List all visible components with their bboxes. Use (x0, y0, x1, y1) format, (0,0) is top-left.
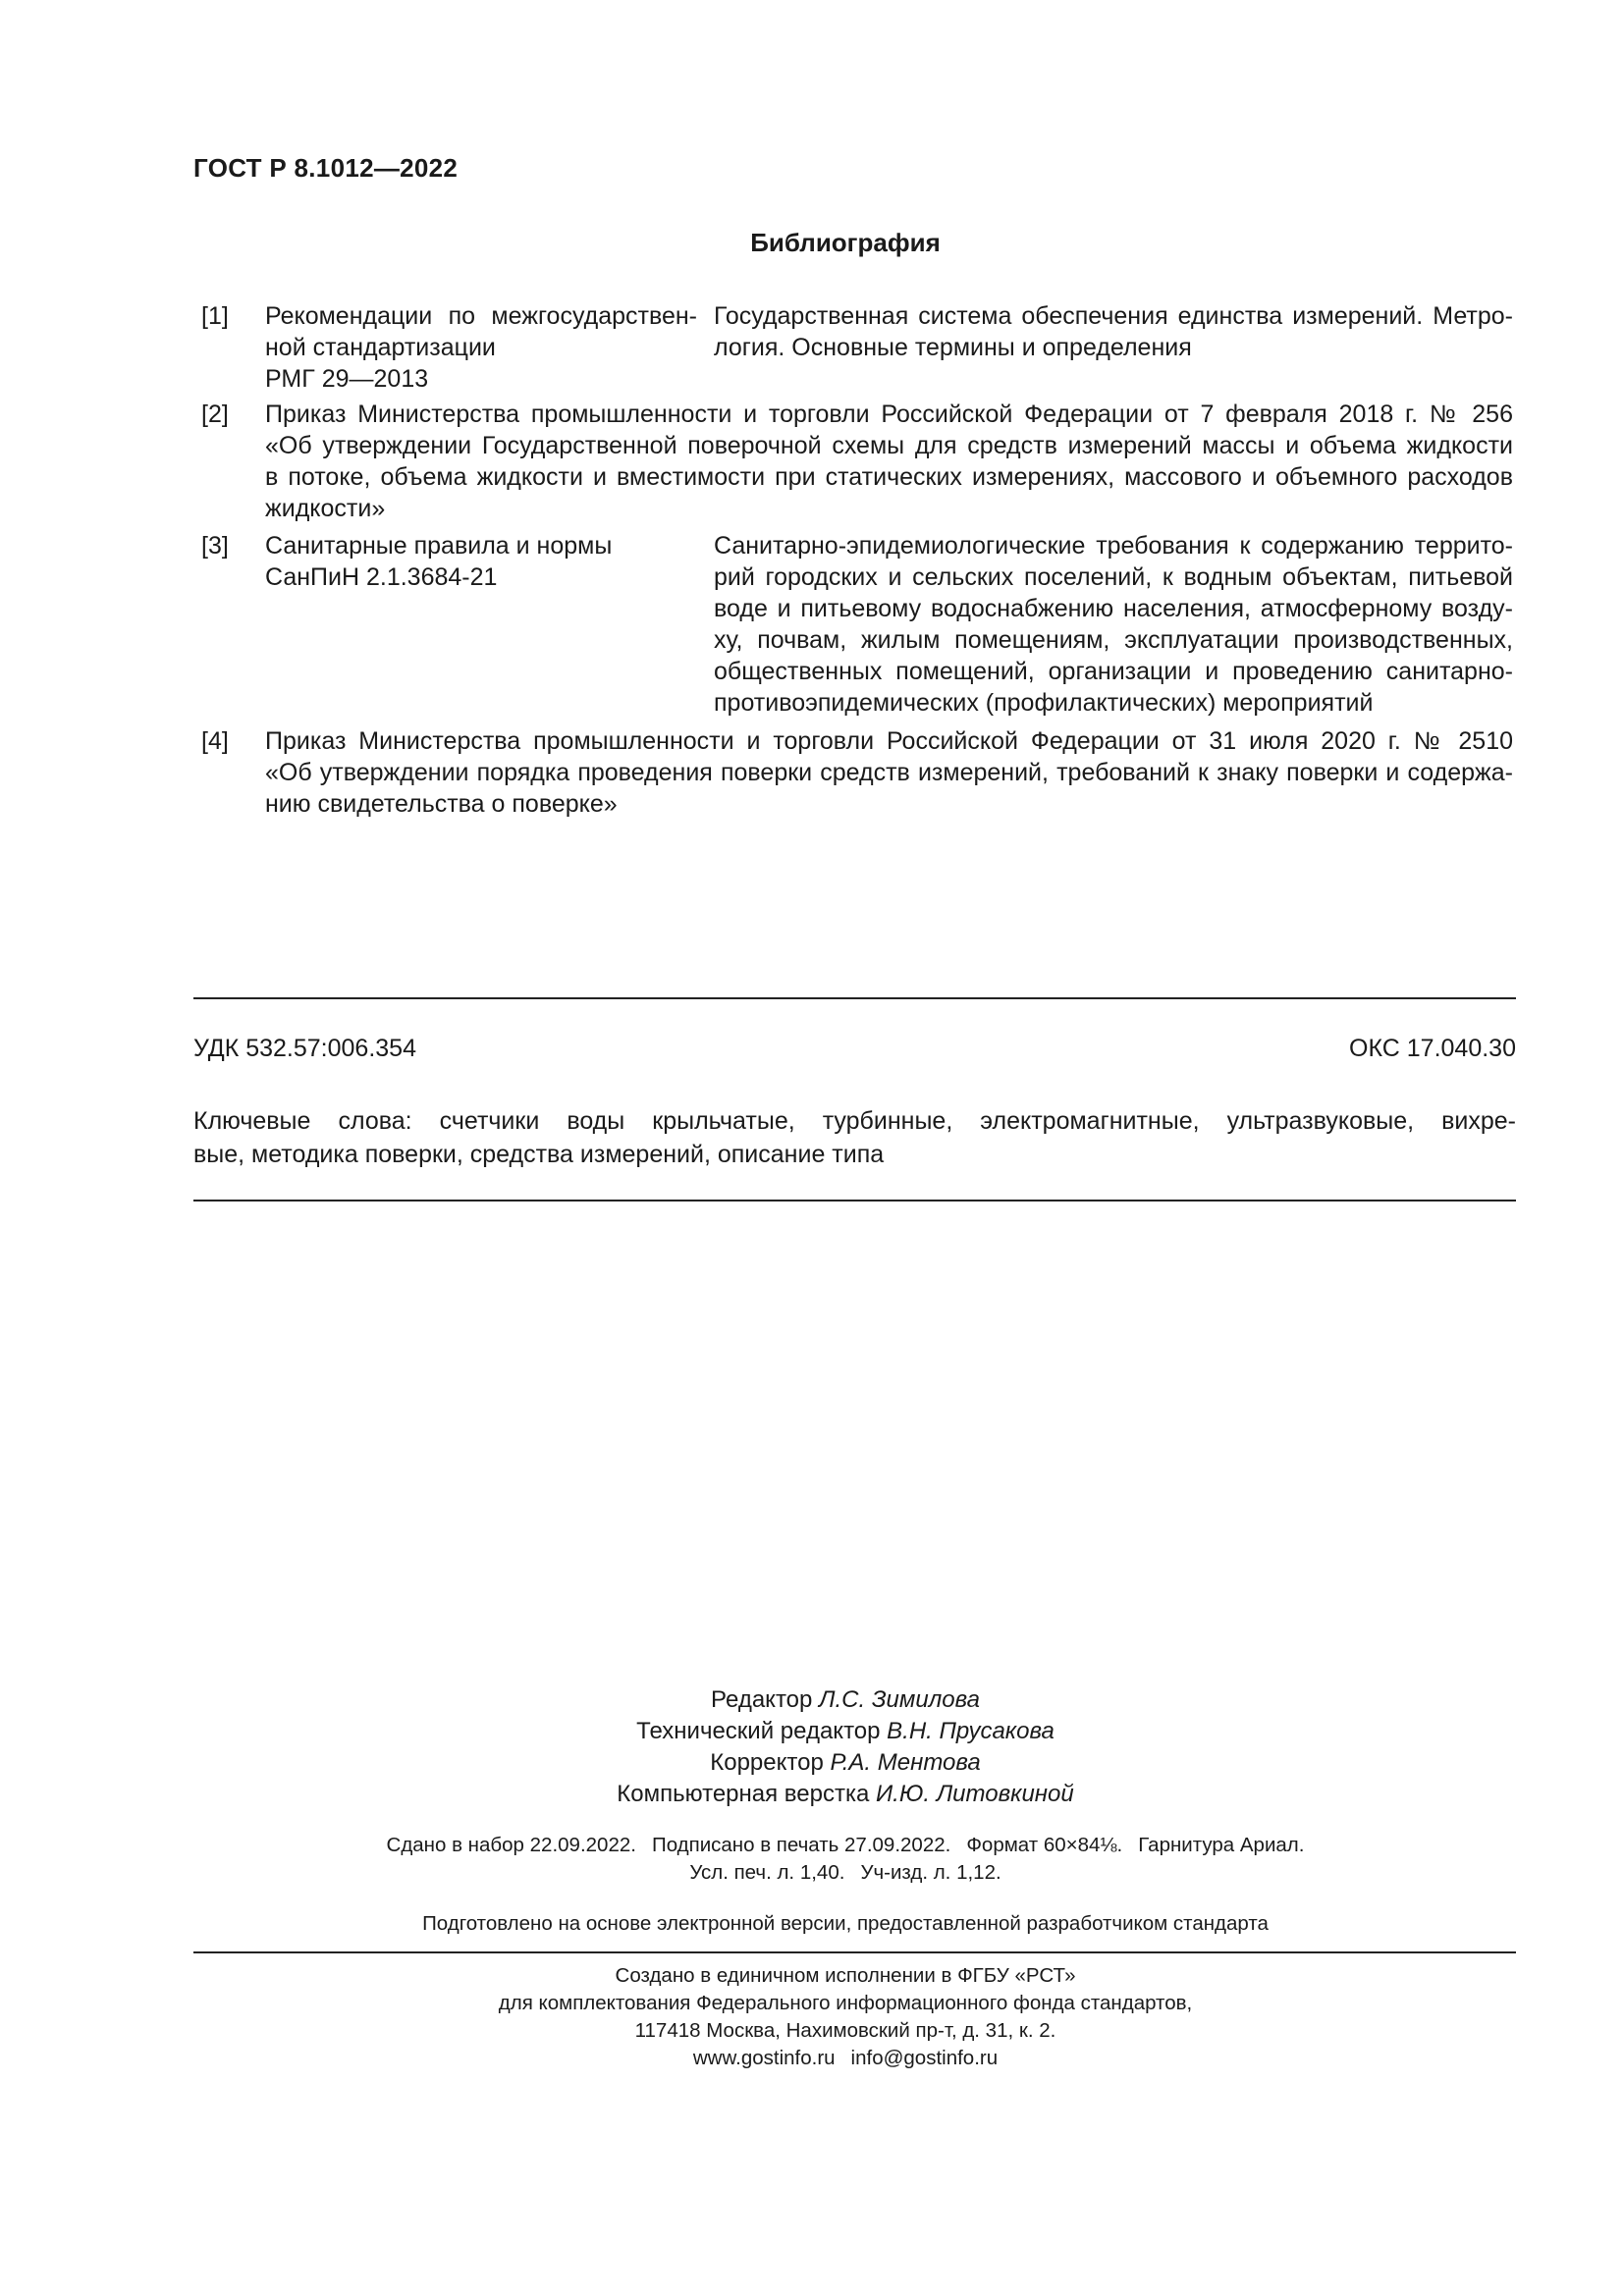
publisher-line: для комплектования Федерального информационного фонда стандартов, (498, 1992, 1193, 2014)
publisher-line: Создано в единичном исполнении в ФГБУ «РСТ» (615, 1964, 1076, 1987)
divider-top (193, 997, 1516, 999)
entry-number: [4] (201, 727, 229, 755)
bibliography-entry (201, 399, 1513, 526)
entry-text-line: жидкости» (265, 495, 386, 522)
publisher-contacts (0, 2045, 1623, 2072)
imprint-line-2 (0, 1859, 1623, 1887)
bibliography-entry (201, 530, 1513, 721)
entry-text-line: «Об утверждении Государственной поверочной схемы для средств измерений массы и объема жидкости (265, 432, 1513, 459)
credit-person: И.Ю. Литовкиной (876, 1781, 1074, 1807)
divider-middle (193, 1200, 1516, 1201)
publisher-address: 117418 Москва, Нахимовский пр-т, д. 31, к. 2. (634, 2019, 1056, 2042)
keywords-line: вые, методика поверки, средства измерений, описание типа (193, 1141, 885, 1168)
entry-title (714, 530, 1513, 719)
credit-person: Р.А. Ментова (830, 1749, 981, 1776)
entry-source (265, 530, 697, 593)
publisher-email-link[interactable]: info@gostinfo.ru (850, 2047, 999, 2069)
entry-title-line: рий городских и сельских поселений, к водным объектам, питьевой (714, 563, 1513, 591)
entry-source-line: Санитарные правила и нормы (265, 532, 613, 560)
entry-text-line: в потоке, объема жидкости и вместимости при статических измерениях, массового и объемного расходов (265, 463, 1513, 491)
bibliography-title: Библиография (750, 228, 941, 257)
credit-person: Л.С. Зимилова (819, 1686, 980, 1713)
credit-layout (0, 1779, 1623, 1810)
entry-title-line: противоэпидемических (профилактических) мероприятий (714, 689, 1374, 717)
document-code: ГОСТ Р 8.1012—2022 (193, 153, 459, 183)
entry-number: [2] (201, 400, 229, 428)
entry-text-line: Приказ Министерства промышленности и торговли Российской Федерации от 7 февраля 2018 г. № 256 (265, 400, 1513, 428)
entry-text (265, 725, 1513, 820)
entry-source-line: СанПиН 2.1.3684-21 (265, 563, 498, 591)
entry-text-line: нию свидетельства о поверке» (265, 790, 618, 818)
entry-title-line: логия. Основные термины и определения (714, 334, 1192, 361)
entry-number: [3] (201, 532, 229, 560)
oks-code: ОКС 17.040.30 (1349, 1035, 1516, 1062)
publisher-site-link[interactable]: www.gostinfo.ru (692, 2047, 836, 2069)
entry-title-line: общественных помещений, организации и проведению санитарно- (714, 658, 1513, 685)
credit-role: Редактор (711, 1686, 813, 1713)
entry-text-line: «Об утверждении порядка проведения поверки средств измерений, требований к знаку поверки и содержа- (265, 759, 1513, 786)
credits-block (0, 1684, 1623, 1810)
keywords-line: Ключевые слова: счетчики воды крыльчатые, турбинные, электромагнитные, ультразвуковые, вихре- (193, 1107, 1516, 1135)
bibliography-entry (201, 725, 1513, 824)
imprint-prepared: Подготовлено на основе электронной версии, предоставленной разработчиком стандарта (422, 1912, 1269, 1935)
credit-role: Технический редактор (636, 1718, 881, 1744)
entry-title-line: Санитарно-эпидемиологические требования к содержанию террито- (714, 532, 1513, 560)
imprint-publ-sheets: Уч-изд. л. 1,12. (860, 1861, 1001, 1884)
credit-role: Корректор (710, 1749, 824, 1776)
credit-role: Компьютерная верстка (617, 1781, 870, 1807)
entry-source-line: ной стандартизации (265, 334, 496, 361)
udc-code: УДК 532.57:006.354 (193, 1035, 416, 1062)
entry-number: [1] (201, 302, 229, 330)
imprint-print-sheets: Усл. печ. л. 1,40. (689, 1861, 845, 1884)
entry-title-line: Государственная система обеспечения единства измерений. Метро- (714, 302, 1513, 330)
entry-source-line: Рекомендации по межгосударствен- (265, 302, 697, 330)
divider-bottom (193, 1951, 1516, 1953)
credit-editor (0, 1684, 1623, 1716)
keywords (193, 1104, 1516, 1171)
entry-text-line: Приказ Министерства промышленности и торговли Российской Федерации от 31 июля 2020 г. № 2510 (265, 727, 1513, 755)
entry-source (265, 300, 697, 395)
credit-corrector (0, 1747, 1623, 1779)
bibliography-entry (201, 300, 1513, 399)
imprint-submitted: Сдано в набор 22.09.2022. (386, 1834, 636, 1856)
credit-tech-editor (0, 1716, 1623, 1747)
entry-source-line: РМГ 29—2013 (265, 365, 429, 393)
credit-person: В.Н. Прусакова (887, 1718, 1055, 1744)
imprint-line-1 (0, 1832, 1623, 1859)
entry-title-line: воде и питьевому водоснабжению населения, атмосферному возду- (714, 595, 1513, 622)
imprint-format: Формат 60×84⅛. (966, 1834, 1123, 1856)
entry-text (265, 399, 1513, 524)
entry-title (714, 300, 1513, 363)
entry-title-line: ху, почвам, жилым помещениям, эксплуатации производственных, (714, 626, 1513, 654)
imprint-signed: Подписано в печать 27.09.2022. (651, 1834, 951, 1856)
imprint-font: Гарнитура Ариал. (1138, 1834, 1305, 1856)
